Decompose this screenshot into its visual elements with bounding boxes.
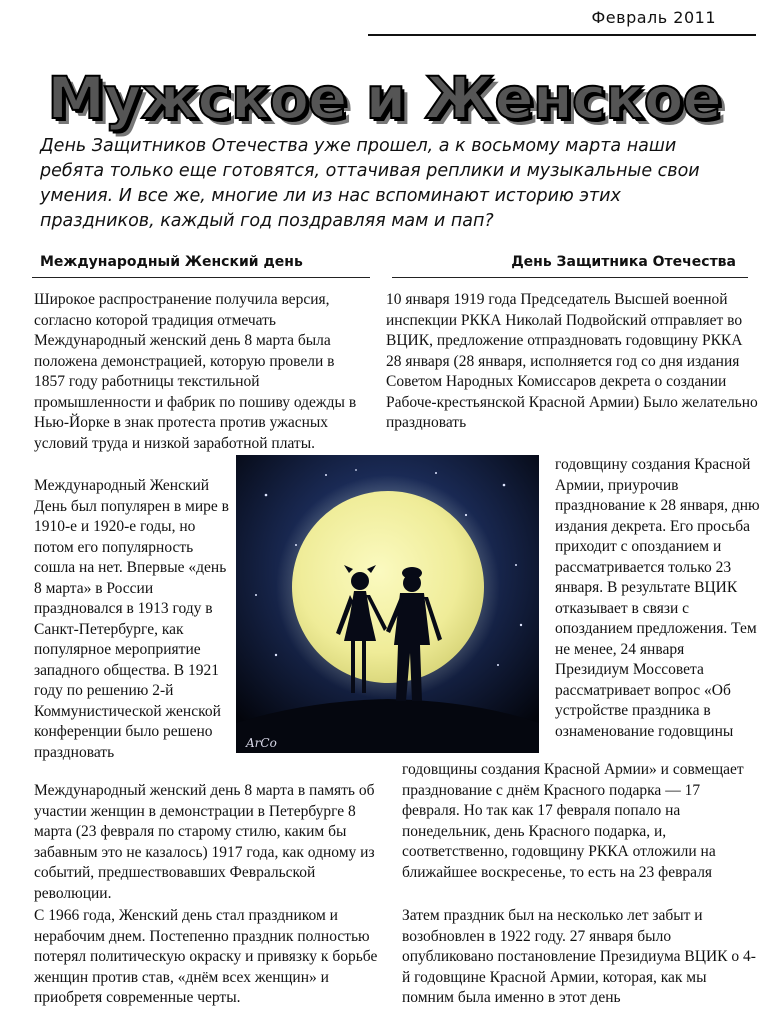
- page-title: Мужское и Женское: [47, 64, 721, 132]
- intro-paragraph: День Защитников Отечества уже прошел, а к восьмому марта наши ребята только еще готовятся, оттачивая реплики и музыкальные свои умения. И все же, многие ли из нас вспоминают историю этих праздников, каждый год поздравляя мам и пап?: [40, 136, 700, 231]
- left-heading-rule: [32, 277, 370, 278]
- right-column-heading: День Защитника Отечества: [511, 254, 736, 270]
- womens-day-paragraph-1: Широкое распространение получила версия, согласно которой традиция отмечать Международный женский день 8 марта была положена демонстрацией, которую провели в 1857 году работницы текстильной промышленности и фабрик по пошиву одежды в Нью-Йорке в знак протеста против ужасных условий труда и низкой заработной платы.: [34, 291, 357, 452]
- moon-icon: [292, 491, 484, 683]
- left-column-heading: Международный Женский день: [40, 254, 303, 270]
- womens-day-paragraph-3: Международный женский день 8 марта в память об участии женщин в демонстрации в Петербурге 8 марта (23 февраля по старому стилю, каким бы забавным это не казалось) 1917 года, как одному из событий, предшествовавших Февральской революции.: [34, 782, 375, 902]
- defender-day-paragraph-3: годовщины создания Красной Армии» и совмещает празднование с днём Красного подарка — 17 февраля. Но так как 17 февраля попало на понедельник, день Красного подарка, и, соответственно, годовщину РККА отложили на ближайшее воскресенье, то есть на 23 февраля: [402, 761, 744, 881]
- right-heading-rule: [392, 277, 748, 278]
- artist-signature: ArCo: [246, 736, 277, 750]
- defender-day-paragraph-2: годовщину создания Красной Армии, приурочив празднование к 28 января, дню издания декрета. Его просьба приходит с опозданием и рассматривается только 23 января. В результате ВЦИК отказывает в связи с опозданием предложения. Тем не менее, 24 января Президиум Моссовета рассматривает вопрос «Об устройстве праздника в ознаменование годовщины: [555, 456, 760, 740]
- moon-couple-illustration: [236, 455, 539, 753]
- illustration-svg: [236, 455, 539, 753]
- defender-day-paragraph-1: 10 января 1919 года Председатель Высшей военной инспекции РККА Николай Подвойский отправляет во ВЦИК, предложение отпраздновать годовщину РККА 28 января (28 января, исполняется год со дня издания Советом Народных Комиссаров декрета о создании Рабоче-крестьянской Красной Армии) Было желательно праздновать: [386, 291, 758, 431]
- womens-day-paragraph-2: Международный Женский День был популярен в мире в 1910-е и 1920-е годы, но потом его популярность сошла на нет. Впервые «день 8 марта» в России праздновался в 1913 году в Санкт-Петербурге, как популярное мероприятие западного общества. В 1921 году по решению 2-й Коммунистической женской конференции было решено праздновать: [34, 477, 229, 761]
- issue-date: Февраль 2011: [591, 8, 716, 27]
- womens-day-paragraph-4: С 1966 года, Женский день стал праздником и нерабочим днем. Постепенно праздник полностью потерял политическую окраску и привязку к борьбе женщин против став, «днём всех женщин» и приобретя современные черты.: [34, 907, 378, 1006]
- defender-day-paragraph-4: Затем праздник был на несколько лет забыт и возобновлен в 1922 году. 27 января было опубликовано постановление Президиума ВЦИК о 4-й годовщине Красной Армии, которая, как мы помним была именно в этот день: [402, 907, 756, 1006]
- header-rule: [368, 34, 756, 36]
